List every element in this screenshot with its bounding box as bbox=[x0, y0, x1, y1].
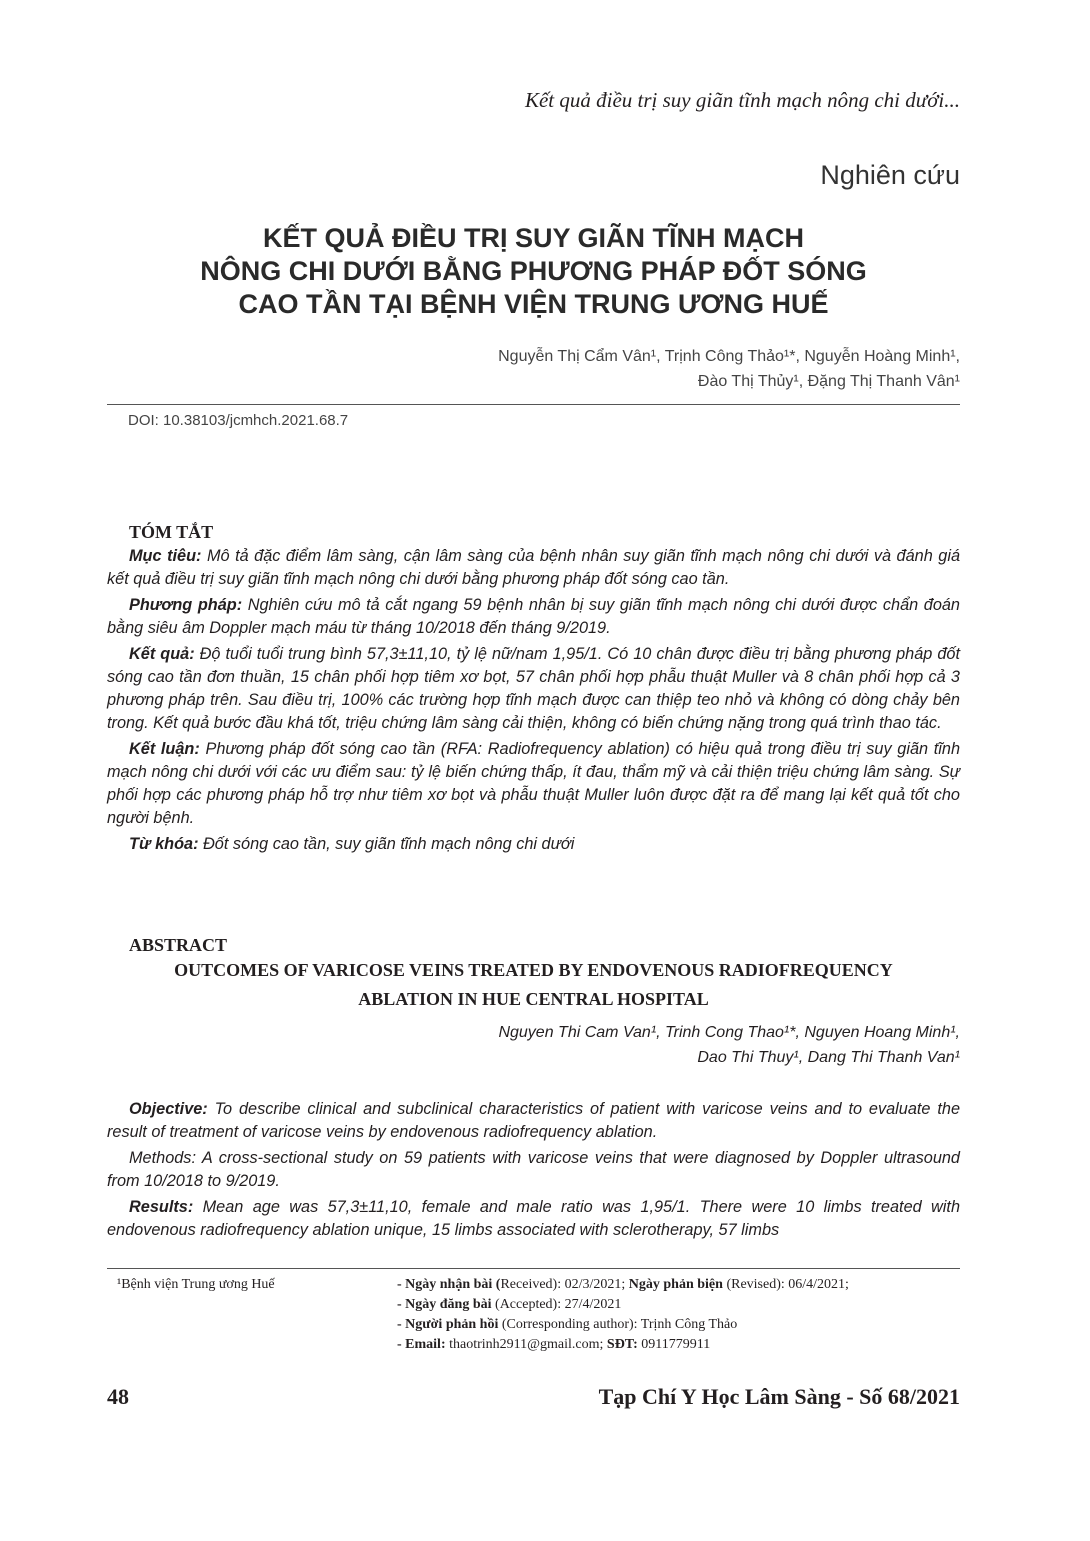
field-value: (Accepted): 27/4/2021 bbox=[491, 1297, 622, 1312]
abstract-en bbox=[107, 935, 960, 1245]
paragraph-text: Mean age was 57,3±11,10, female and male ratio was 1,95/1. There were 10 limbs treated with endovenous radiofrequency ablation unique, 15 limbs associated with sclerotherapy, 57 limbs bbox=[107, 1198, 960, 1239]
paragraph bbox=[107, 1196, 960, 1242]
article-dates bbox=[397, 1275, 849, 1355]
summary-paragraphs bbox=[107, 545, 960, 856]
section-label: Nghiên cứu bbox=[820, 160, 960, 190]
summary-vn bbox=[107, 522, 960, 859]
title-line: KẾT QUẢ ĐIỀU TRỊ SUY GIÃN TĨNH MẠCH bbox=[262, 223, 804, 253]
paragraph-text: Độ tuổi tuổi trung bình 57,3±11,10, tỷ lệ nữ/nam 1,95/1. Có 10 chân được điều trị bằng phương pháp đốt sóng cao tần đơn thuần, 15 chân phối hợp tiêm xơ bọt, 57 chân phối hợp phẫu thuật Muller và 8 chân phối hợp cả 3 phương pháp trên. Sau điều trị, 100% các trường hợp tĩnh mạch được can thiệp teo nhỏ và không có dòng chảy bên trong. Kết quả bước đầu khá tốt, triệu chứng lâm sàng cải thiện, không có biến chứng nặng trong quá trình thao tác. bbox=[107, 645, 961, 732]
title-line: ABLATION IN HUE CENTRAL HOSPITAL bbox=[358, 989, 709, 1009]
field-value: (Corresponding author): Trịnh Công Thảo bbox=[498, 1317, 738, 1332]
date-line bbox=[397, 1335, 849, 1355]
field-label: Ngày phản biện bbox=[628, 1277, 723, 1292]
running-title: Kết quả điều trị suy giãn tĩnh mạch nông chi dưới... bbox=[524, 88, 960, 112]
page-number: 48 bbox=[107, 1384, 129, 1409]
authors-vn bbox=[498, 344, 960, 394]
date-line bbox=[397, 1315, 849, 1335]
article-title bbox=[107, 222, 960, 321]
paragraph-label: Phương pháp: bbox=[129, 596, 243, 614]
paragraph-text: To describe clinical and subclinical characteristics of patient with varicose veins and to evaluate the result of treatment of varicose veins by endovenous radiofrequency ablation. bbox=[107, 1100, 960, 1141]
paragraph bbox=[107, 1147, 960, 1193]
abstract-heading: ABSTRACT bbox=[129, 935, 228, 955]
field-label: - Ngày đăng bài bbox=[397, 1297, 492, 1312]
field-value: thaotrinh2911@gmail.com; bbox=[445, 1337, 607, 1352]
affiliation: ¹Bệnh viện Trung ương Huế bbox=[117, 1277, 275, 1292]
paragraph bbox=[107, 738, 960, 830]
field-value: 0911779911 bbox=[637, 1337, 711, 1352]
paragraph-label: Objective: bbox=[129, 1100, 208, 1118]
authors-en bbox=[107, 1020, 960, 1070]
doi[interactable]: DOI: 10.38103/jcmhch.2021.68.7 bbox=[128, 412, 349, 429]
paragraph-text: Methods: A cross-sectional study on 59 patients with varicose veins that were diagnosed by Doppler ultrasound from 10/2018 to 9/2019. bbox=[107, 1149, 960, 1190]
paragraph-text: Phương pháp đốt sóng cao tần (RFA: Radiofrequency ablation) có hiệu quả trong điều trị suy giãn tĩnh mạch nông chi dưới với các ưu điểm sau: tỷ lệ biến chứng thấp, ít đau, thẩm mỹ và cải thiện triệu chứng lâm sàng. Sự phối hợp các phương pháp hỗ trợ như tiêm xơ bọt và phẫu thuật Muller luôn được đặt ra để mang lại kết quả tốt cho người bệnh. bbox=[107, 740, 961, 827]
title-line: OUTCOMES OF VARICOSE VEINS TREATED BY ENDOVENOUS RADIOFREQUENCY bbox=[174, 960, 893, 980]
paragraph bbox=[107, 545, 960, 591]
footnote-divider bbox=[107, 1268, 960, 1269]
paragraph-text: Nghiên cứu mô tả cắt ngang 59 bệnh nhân bị suy giãn tĩnh mạch nông chi dưới được chẩn đoán bằng siêu âm Doppler mạch máu từ tháng 10/2018 đến tháng 9/2019. bbox=[107, 596, 960, 637]
divider bbox=[107, 404, 960, 405]
field-label: - Người phản hồi bbox=[397, 1317, 499, 1332]
author-line: Dao Thi Thuy¹, Dang Thi Thanh Van¹ bbox=[697, 1049, 960, 1066]
paragraph bbox=[107, 1098, 960, 1144]
paragraph-label: Từ khóa: bbox=[129, 835, 199, 853]
field-label: - Email: bbox=[397, 1337, 446, 1352]
abstract-paragraphs bbox=[107, 1098, 960, 1242]
author-line: Nguyen Thi Cam Van¹, Trinh Cong Thao¹*, Nguyen Hoang Minh¹, bbox=[498, 1024, 960, 1041]
summary-heading: TÓM TẮT bbox=[129, 522, 214, 542]
field-value: Received): 02/3/2021; bbox=[500, 1277, 629, 1292]
title-line: NÔNG CHI DƯỚI BẰNG PHƯƠNG PHÁP ĐỐT SÓNG bbox=[200, 256, 867, 286]
paragraph bbox=[107, 833, 960, 856]
paragraph-label: Kết luận: bbox=[129, 740, 200, 758]
journal-name: Tạp Chí Y Học Lâm Sàng - Số 68/2021 bbox=[598, 1384, 960, 1409]
field-value: (Revised): 06/4/2021; bbox=[722, 1277, 849, 1292]
paragraph bbox=[107, 643, 960, 735]
field-label: - Ngày nhận bài ( bbox=[397, 1277, 501, 1292]
date-line bbox=[397, 1275, 849, 1295]
paragraph-label: Kết quả: bbox=[129, 645, 195, 663]
paragraph bbox=[107, 594, 960, 640]
field-label: SĐT: bbox=[606, 1337, 638, 1352]
date-line bbox=[397, 1295, 849, 1315]
paragraph-text: Đốt sóng cao tần, suy giãn tĩnh mạch nông chi dưới bbox=[198, 835, 575, 853]
author-line: Nguyễn Thị Cẩm Vân¹, Trịnh Công Thảo¹*, Nguyễn Hoàng Minh¹, bbox=[498, 348, 960, 365]
paragraph-text: Mô tả đặc điểm lâm sàng, cận lâm sàng của bệnh nhân suy giãn tĩnh mạch nông chi dưới và đánh giá kết quả điều trị suy giãn tĩnh mạch nông chi dưới bằng phương pháp đốt sóng cao tần. bbox=[107, 547, 960, 588]
abstract-title bbox=[107, 956, 960, 1014]
paragraph-label: Mục tiêu: bbox=[129, 547, 202, 565]
paragraph-label: Results: bbox=[129, 1198, 194, 1216]
title-line: CAO TẦN TẠI BỆNH VIỆN TRUNG ƯƠNG HUẾ bbox=[238, 289, 829, 319]
author-line: Đào Thị Thủy¹, Đặng Thị Thanh Vân¹ bbox=[697, 373, 960, 390]
